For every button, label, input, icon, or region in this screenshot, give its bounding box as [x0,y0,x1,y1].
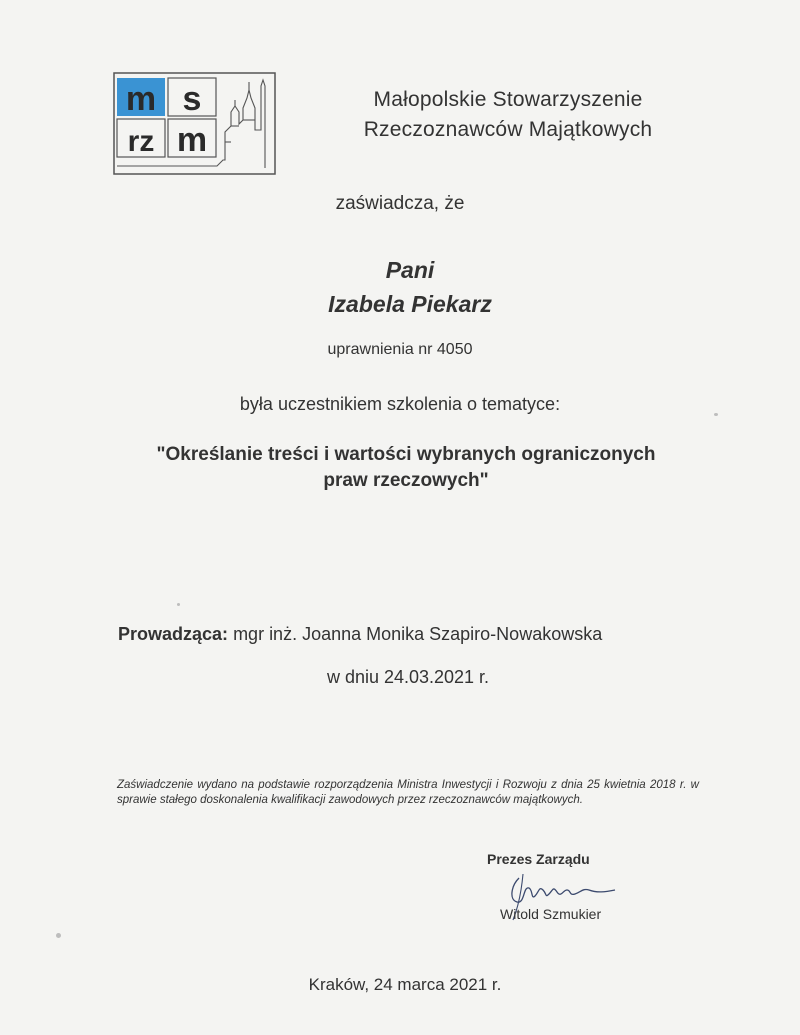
participant-text: była uczestnikiem szkolenia o tematyce: [239,394,561,414]
topic-line-2: praw rzeczowych" [323,470,489,491]
training-topic [6,442,800,494]
recipient-name: Izabela Piekarz [328,291,492,317]
signer-name: Witold Szmukier [500,906,602,922]
scan-speck [714,413,718,416]
salutation: Pani [385,257,435,283]
organization-name [318,85,698,145]
logo-letter-m2: m [176,121,208,159]
instructor-line [118,624,602,645]
logo-letter-m1: m [125,80,157,118]
org-line-1: Małopolskie Stowarzyszenie [373,88,643,111]
logo-letter-rz: rz [127,125,155,158]
logo-letter-s: s [182,80,202,118]
org-line-2: Rzeczoznawców Majątkowych [363,118,653,141]
instructor-name: mgr inż. Joanna Monika Szapiro-Nowakowska [233,624,603,644]
certifies-text: zaświadcza, że [335,193,465,214]
training-date: w dniu 24.03.2021 r. [326,667,490,687]
instructor-label: Prowadząca: [118,624,229,644]
topic-line-1: "Określanie treści i wartości wybranych ograniczonych [156,444,656,465]
scan-speck [177,603,180,606]
signature-title: Prezes Zarządu [487,851,590,867]
legal-footnote: Zaświadczenie wydano na podstawie rozporządzenia Ministra Inwestycji i Rozwoju z dnia 25 kwietnia 2018 r. w sprawie stałego doskonalenia kwalifikacji zawodowych przez rzeczoznawców majątkowych. [117,779,699,806]
place-and-date: Kraków, 24 marca 2021 r. [308,975,502,994]
scan-speck [56,933,61,938]
license-number: uprawnienia nr 4050 [327,341,473,358]
msrzm-logo [113,72,277,176]
